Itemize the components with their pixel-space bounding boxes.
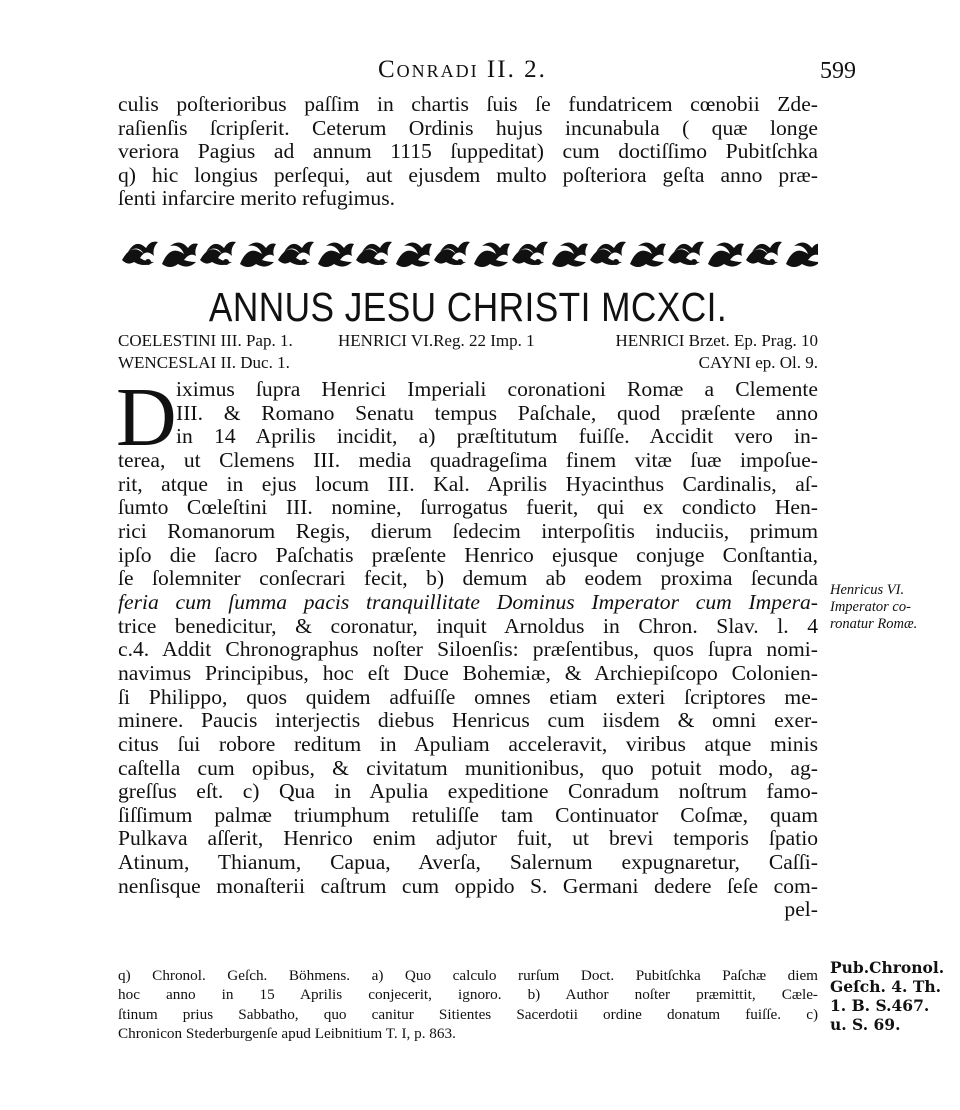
ornament-icon [118, 236, 818, 276]
text-line: ſi Philippo, quos quidem adfuiſſe omnes etiam exteri ſcriptores me- [118, 684, 818, 709]
text-line: rit, atque in ejus locum III. Kal. Aprilis Hyacinthus Cardinalis, aſ- [118, 471, 818, 496]
text-line: ſumto Cœleſtini III. nomine, ſurrogatus fuerit, qui ex condicto Hen- [118, 495, 818, 520]
text-line: culis poſterioribus paſſim in chartis ſuis ſe fundatricem cœnobii Zde- [118, 92, 818, 116]
text-line: pel- [784, 897, 818, 922]
text-line: rici Romanorum Regis, dierum ſedecim interpoſitis induciis, primum [118, 518, 818, 543]
text-line: feria cum ſumma pacis tranquillitate Dominus Imperator cum Impera- [118, 589, 818, 614]
text-line: Pulkava aſſerit, Henrico enim adjutor fuit, ut brevi temporis ſpatio [118, 826, 818, 851]
margin-note-line: Henricus VI. [830, 582, 905, 598]
margin-note [830, 582, 917, 633]
footnote-margin-line: u. S. 69. [830, 1015, 901, 1034]
text-line: raſienſis ſcripſerit. Ceterum Ordinis hujus incunabula ( quæ longe [118, 115, 818, 140]
footnote-margin-line: 1. B. S.467. [830, 996, 930, 1015]
footnote-margin-reference [830, 958, 944, 1034]
main-paragraph [116, 371, 818, 922]
regnal-bishop-prague: HENRICI Brzet. Ep. Prag. 10 [615, 331, 818, 350]
text-line: navimus Principibus, hoc eſt Duce Bohemiæ, & Archiepiſcopo Colonien- [118, 660, 818, 685]
text-line: q) hic longius perſequi, aut ejusdem multo poſteriora geſta anno præ- [118, 162, 818, 187]
text-line: in 14 Aprilis incidit, a) præſtitutum fuiſſe. Accidit vero in- [176, 424, 818, 449]
text-line: ſenti infarcire merito refugimus. [118, 186, 396, 211]
text-line: ipſo die ſacro Paſchatis præſente Henrico ejusque conjuge Conſtantia, [118, 542, 818, 567]
text-line: minere. Paucis interjectis diebus Henricus cum iisdem & omni exer- [118, 708, 818, 733]
regnal-bishop-olomouc: CAYNI ep. Ol. 9. [698, 353, 818, 372]
regnal-pope: COELESTINI III. Pap. 1. [118, 331, 293, 350]
text-line: iximus ſupra Henrici Imperiali coronationi Romæ a Clemente [176, 377, 818, 401]
text-line: terea, ut Clemens III. media quadrageſima finem vitæ ſuæ impoſue- [118, 447, 818, 472]
margin-note-line: ronatur Romæ. [830, 616, 918, 632]
footnote-line: ſtinum prius Sabbatho, quo canitur Sitientes Sacerdotii ordine donatum fuiſſe. c) [118, 1005, 818, 1023]
text-line: citus ſui robore reditum in Apuliam acceleravit, viribus atque minis [118, 731, 818, 756]
footnotes [118, 966, 818, 1044]
text-line: ſe ſolemniter conſecrari fecit, b) demum ab eodem proxima ſecunda [118, 566, 818, 591]
page-number: 599 [820, 58, 856, 84]
regnal-duke: WENCESLAI II. Duc. 1. [118, 353, 290, 372]
text-line: veriora Pagius ad annum 1115 ſuppeditat) cum doctiſſimo Pubitſchka [118, 139, 818, 164]
intro-paragraph [118, 93, 818, 211]
running-head-title: Conradi II. 2. [378, 56, 547, 83]
footnote-line: hoc anno in 15 Aprilis conjecerit, ignoro. b) Author noſter præmittit, Cæle- [118, 986, 818, 1004]
text-line: ſiſſimum palmæ triumphum retuliſſe tam Continuator Coſmæ, quam [118, 802, 818, 827]
regnal-emperor: HENRICI VI.Reg. 22 Imp. 1 [338, 331, 535, 350]
margin-note-line: Imperator co- [830, 599, 911, 615]
text-line: trice benedicitur, & coronatur, inquit Arnoldus in Chron. Slav. l. 4 [118, 613, 818, 638]
ornament-divider [118, 236, 818, 276]
text-line: caſtella cum opibus, & civitatum munitionibus, quo potuit modo, ag- [118, 755, 818, 780]
text-line: nenſisque monaſterii caſtrum cum oppido S. Germani dedere ſeſe com- [118, 873, 818, 898]
footnote-margin-line: Geſch. 4. Th. [830, 977, 942, 996]
text-line: c.4. Addit Chronographus noſter Siloenſis: præſentibus, quos ſupra nomi- [118, 637, 818, 662]
text-line: III. & Romano Senatu tempus Paſchale, quod præſente anno [176, 400, 818, 425]
text-line: Atinum, Thianum, Capua, Averſa, Salernum expugnaretur, Caſſi- [118, 850, 818, 875]
footnote-line: q) Chronol. Geſch. Böhmens. a) Quo calculo rurſum Doct. Pubitſchka Paſchæ diem [118, 967, 818, 984]
regnal-years [118, 330, 818, 374]
text-line: greſſus eſt. c) Qua in Apulia expeditione Conradum noſtrum famo- [118, 779, 818, 804]
footnote-margin-line: Pub.Chronol. [830, 958, 945, 977]
footnote-line: Chronicon Stederburgenſe apud Leibnitium T. I, p. 863. [118, 1025, 456, 1043]
year-heading: ANNUS JESU CHRISTI MCXCI. [208, 284, 728, 330]
running-head [0, 56, 960, 90]
drop-cap: D [116, 371, 177, 464]
